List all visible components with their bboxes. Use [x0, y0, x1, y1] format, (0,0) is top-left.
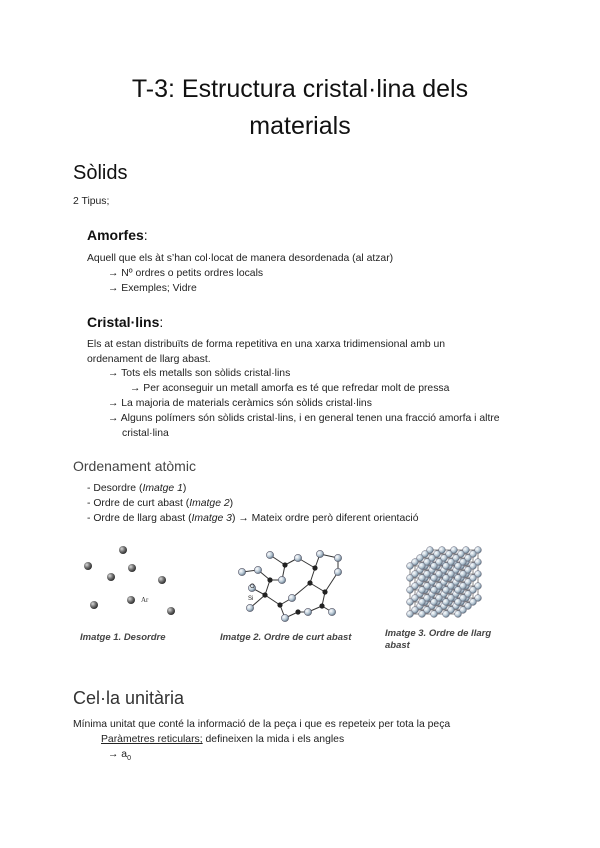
- page-title-line1: T-3: Estructura cristal·lina dels: [131, 75, 469, 103]
- params-label: Paràmetres reticulars;: [101, 734, 203, 745]
- lattice-atom: [407, 563, 414, 570]
- caption-image-3-line1: Imatge 3. Ordre de llarg: [385, 628, 492, 639]
- lattice-atom: [455, 575, 462, 582]
- lattice-atom: [431, 563, 438, 570]
- caption-image-3-line2: abast: [385, 640, 410, 651]
- atomic-order-figures: [70, 540, 540, 665]
- a0-arrow: → a: [108, 749, 128, 760]
- cristallins-bullet-2: → La majoria de materials ceràmics són sòlids cristal·lins: [108, 398, 372, 409]
- long-range-order-figure: [407, 547, 482, 618]
- a0-sub: 0: [127, 755, 131, 763]
- cristallins-heading-colon: :: [159, 314, 164, 330]
- lattice-atom: [455, 587, 462, 594]
- lattice-atom: [443, 611, 450, 618]
- lattice-atom: [431, 611, 438, 618]
- cristallins-bullet-3-line2: cristal·lina: [122, 428, 169, 439]
- item-1-ref: Imatge 1: [142, 483, 183, 494]
- amorfes-bullet-2: → Exemples; Vidre: [108, 283, 197, 294]
- lattice-atom: [419, 611, 426, 618]
- lattice-atom: [431, 575, 438, 582]
- cristallins-desc-line1: Els at estan distribuïts de forma repetitiva en una xarxa tridimensional amb un: [87, 339, 446, 350]
- lattice-atom: [443, 563, 450, 570]
- silicon-label: Si: [248, 596, 254, 602]
- item-3-post: ) → Mateix ordre però diferent orientació: [231, 513, 419, 524]
- ordenament-item-1: [87, 481, 186, 496]
- lattice-atom: [419, 599, 426, 606]
- lattice-atom: [455, 611, 462, 618]
- ordenament-heading: Ordenament atòmic: [73, 458, 196, 474]
- cristallins-heading-text: Cristal·lins: [87, 314, 160, 330]
- item-2-pre: - Ordre de curt abast (: [87, 498, 190, 509]
- amorfes-heading-colon: :: [143, 227, 148, 243]
- page-title-line2: materials: [249, 112, 351, 140]
- item-2-ref: Imatge 2: [189, 498, 230, 509]
- cristallins-bullet-1-sub: → Per aconseguir un metall amorfa es té que refredar molt de pressa: [130, 383, 450, 394]
- short-range-order-figure: [238, 550, 341, 621]
- cella-a0: [108, 747, 131, 766]
- solids-intro: 2 Tipus;: [73, 196, 110, 207]
- lattice-atom: [407, 587, 414, 594]
- amorfes-heading: [87, 227, 148, 243]
- cella-params: [101, 732, 344, 747]
- cristallins-bullet-1: → Tots els metalls son sòlids cristal·lins: [108, 368, 291, 379]
- disorder-figure: [84, 546, 175, 615]
- lattice-atom: [419, 587, 426, 594]
- cristallins-bullet-3-line1: → Alguns polímers són sòlids cristal·lins, i en general tenen una fracció amorfa i altre: [108, 413, 500, 424]
- amorfes-heading-text: Amorfes: [87, 227, 144, 243]
- lattice-atom: [431, 599, 438, 606]
- item-2-post: ): [229, 498, 234, 509]
- solids-heading: Sòlids: [73, 162, 128, 184]
- lattice-atom: [407, 575, 414, 582]
- lattice-atom: [455, 599, 462, 606]
- caption-image-1: Imatge 1. Desordre: [80, 632, 166, 643]
- argon-label: Ar: [141, 596, 149, 604]
- item-1-pre: - Desordre (: [87, 483, 143, 494]
- caption-image-2: Imatge 2. Ordre de curt abast: [220, 632, 352, 643]
- item-3-pre: - Ordre de llarg abast (: [87, 513, 192, 524]
- lattice-atom: [443, 575, 450, 582]
- amorfes-bullet-1: → Nº ordres o petits ordres locals: [108, 268, 264, 279]
- ordenament-item-3: [87, 511, 419, 526]
- lattice-atom: [455, 563, 462, 570]
- oxygen-label: O: [250, 584, 255, 590]
- ordenament-item-2: [87, 496, 233, 511]
- cella-desc: Mínima unitat que conté la informació de la peça i que es repeteix per tota la peça: [73, 719, 451, 730]
- cristallins-desc-line2: ordenament de llarg abast.: [87, 354, 211, 365]
- params-rest: defineixen la mida i els angles: [202, 734, 345, 745]
- lattice-atom: [443, 587, 450, 594]
- lattice-atom: [407, 611, 414, 618]
- item-1-post: ): [182, 483, 187, 494]
- item-3-ref: Imatge 3: [191, 513, 232, 524]
- amorfes-desc: Aquell que els àt s’han col·locat de manera desordenada (al atzar): [87, 253, 394, 264]
- cella-heading: Cel·la unitària: [73, 688, 185, 708]
- lattice-atom: [443, 599, 450, 606]
- lattice-atom: [431, 587, 438, 594]
- lattice-atom: [419, 575, 426, 582]
- lattice-atom: [407, 599, 414, 606]
- lattice-atom: [419, 563, 426, 570]
- cristallins-heading: [87, 314, 163, 330]
